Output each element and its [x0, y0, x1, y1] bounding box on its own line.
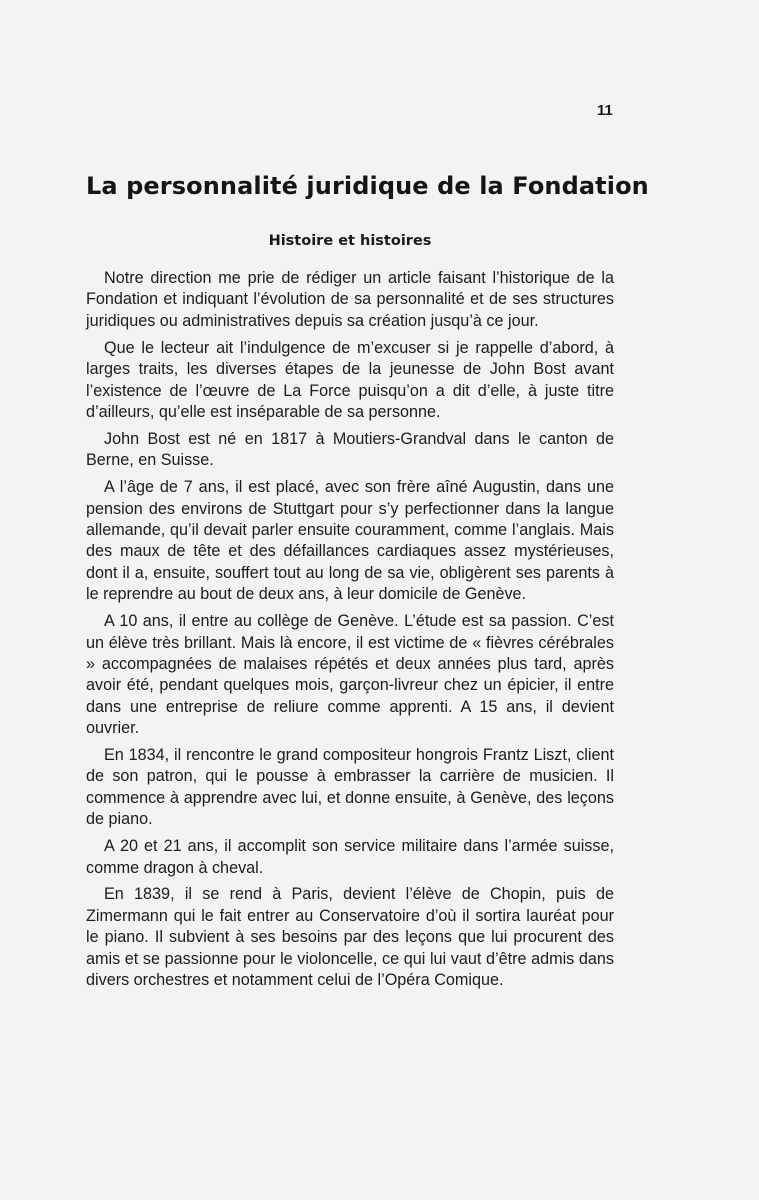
article-subtitle: Histoire et histoires [268, 233, 432, 249]
paragraph-6: En 1834, il rencontre le grand compositeur hongrois Frantz Liszt, client de son patron, qui le pousse à embrasser la carrière de musicien. Il commence à apprendre avec lui, et donne ensuite, à Genève, des leçons de piano. [86, 746, 614, 829]
page-number: 11 [597, 102, 613, 119]
paragraph-3: John Bost est né en 1817 à Moutiers-Grandval dans le canton de Berne, en Suisse. [86, 429, 614, 470]
article-body [86, 268, 614, 997]
paragraph-5: A 10 ans, il entre au collège de Genève. L’étude est sa passion. C’est un élève très brillant. Mais là encore, il est victime de « fièvres cérébrales » accompagnées de malaises répétés et deux années plus tard, après avoir été, pendant quelques mois, garçon-livreur chez un épicier, il entre dans une entreprise de reliure comme apprenti. A 15 ans, il devient ouvrier. [86, 612, 614, 738]
paragraph-7: A 20 et 21 ans, il accomplit son service militaire dans l’armée suisse, comme dragon à cheval. [86, 837, 614, 877]
paragraph-2: Que le lecteur ait l’indulgence de m’excuser si je rappelle d’abord, à larges traits, les diverses étapes de la jeunesse de John Bost avant l’existence de l’œuvre de La Force puisqu’on a dit d’elle, à juste titre d’ailleurs, qu’elle est inséparable de sa personne. [86, 338, 614, 421]
paragraph-1: Notre direction me prie de rédiger un article faisant l’historique de la Fondation et indiquant l’évolution de sa personnalité et de ses structures juridiques ou administratives depuis sa création jusqu’à ce jour. [86, 269, 614, 330]
paragraph-4: A l’âge de 7 ans, il est placé, avec son frère aîné Augustin, dans une pension des environs de Stuttgart pour s’y perfectionner dans la langue allemande, qu’il devait parler ensuite couramment, comme l’anglais. Mais des maux de tête et des défaillances cardiaques assez mystérieuses, dont il a, ensuite, souffert tout au long de sa vie, obligèrent ses parents à le reprendre au bout de deux ans, à leur domicile de Genève. [86, 478, 614, 604]
article-title: La personnalité juridique de la Fondation [86, 172, 649, 200]
paragraph-8: En 1839, il se rend à Paris, devient l’élève de Chopin, puis de Zimermann qui le fait entrer au Conservatoire d’où il sortira lauréat pour le piano. Il subvient à ses besoins par des leçons que lui procurent des amis et se passionne pour le violoncelle, ce qui lui vaut d’être admis dans divers orchestres et notamment celui de l’Opéra Comique. [86, 885, 614, 990]
